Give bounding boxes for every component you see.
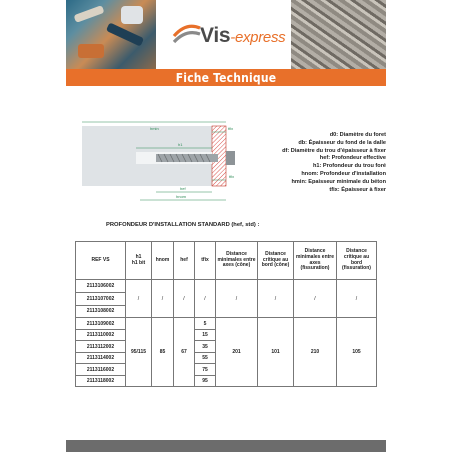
screw-shank [156, 154, 218, 162]
dist-cone-cell: 201 [216, 318, 258, 387]
legend-item: tfix: Épaisseur à fixer [329, 186, 386, 193]
dist-fiss-cell: 210 [294, 318, 337, 387]
value-cell: / [294, 280, 337, 318]
legend-item: df: Diamètre du trou d'épaisseur à fixer [282, 147, 386, 154]
value-cell: / [174, 280, 195, 318]
screws-photo [291, 0, 386, 70]
legend-item: d0: Diamètre du foret [329, 132, 386, 138]
col-header-hef: hef [174, 242, 195, 280]
tfix-cell: 95 [195, 375, 216, 387]
tfix-cell: 35 [195, 341, 216, 353]
legend-item: hmin: Epaisseur minimale du béton [291, 178, 386, 185]
value-cell: / [195, 280, 216, 318]
table-header-row [76, 242, 377, 280]
value-cell: / [337, 280, 377, 318]
brand-logo [156, 0, 291, 70]
legend [256, 132, 386, 194]
tfix-cell: 55 [195, 352, 216, 364]
ref-cell: 2113114002 [76, 352, 126, 364]
col-header-crit-cone: Distance critique au bord (cône) [258, 242, 294, 280]
value-cell: / [216, 280, 258, 318]
value-cell: / [126, 280, 152, 318]
section-title: PROFONDEUR D'INSTALLATION STANDARD (hef, std) : [106, 222, 260, 228]
table-row [76, 280, 377, 293]
ref-cell: 2113112002 [76, 341, 126, 353]
table-row [76, 318, 377, 330]
col-header-h1: h1 h1 bit [126, 242, 152, 280]
dim-label-tfix: tfix [229, 174, 235, 179]
brand-name: Vis-express [200, 24, 286, 47]
ref-cell: 2113110002 [76, 329, 126, 341]
col-header-dist-cone: Distance minimales entre axes (cône) [216, 242, 258, 280]
value-cell: / [152, 280, 174, 318]
tfix-cell: 5 [195, 318, 216, 330]
dim-label-hef: hef [180, 186, 186, 191]
screw-head [226, 151, 235, 165]
tfix-cell: 15 [195, 329, 216, 341]
technical-sheet [66, 0, 386, 452]
col-header-hnom: hnom [152, 242, 174, 280]
h1-cell: 95/115 [126, 318, 152, 387]
anchor-diagram [76, 118, 266, 218]
dim-label-hmin: hmin [150, 126, 159, 131]
dim-label-hnom: hnom [176, 194, 187, 199]
hnom-cell: 85 [152, 318, 174, 387]
col-header-crit-fiss: Distance critique au bord (fissuration) [337, 242, 377, 280]
page-title: Fiche Technique [175, 70, 277, 85]
col-header-dist-fiss: Distance minimales entre axes (fissuration) [294, 242, 337, 280]
value-cell: / [258, 280, 294, 318]
ref-cell: 2113108002 [76, 305, 126, 318]
ref-cell: 2113118002 [76, 375, 126, 387]
tools-photo [66, 0, 156, 70]
ref-cell: 2113106002 [76, 280, 126, 293]
col-header-tfix: tfix [195, 242, 216, 280]
crit-fiss-cell: 105 [337, 318, 377, 387]
footer-bar [66, 440, 386, 452]
dim-label-tfix-top: tfix [228, 126, 234, 131]
legend-item: hef: Profondeur effective [319, 155, 386, 162]
legend-item: db: Épaisseur du fond de la dalle [298, 139, 386, 146]
crit-cone-cell: 101 [258, 318, 294, 387]
tfix-cell: 75 [195, 364, 216, 376]
col-header-ref: REF VS [76, 242, 126, 280]
ref-cell: 2113107002 [76, 292, 126, 305]
header-banner [66, 0, 386, 70]
ref-cell: 2113116002 [76, 364, 126, 376]
hef-cell: 67 [174, 318, 195, 387]
logo-swoosh-icon [172, 22, 202, 48]
ref-cell: 2113109002 [76, 318, 126, 330]
title-bar [66, 69, 386, 86]
spec-table [75, 241, 377, 387]
legend-item: h1: Profondeur du trou foré [312, 163, 386, 170]
legend-item: hnom: Profondeur d'installation [301, 170, 386, 177]
dim-label-h1: h1 [178, 142, 183, 147]
